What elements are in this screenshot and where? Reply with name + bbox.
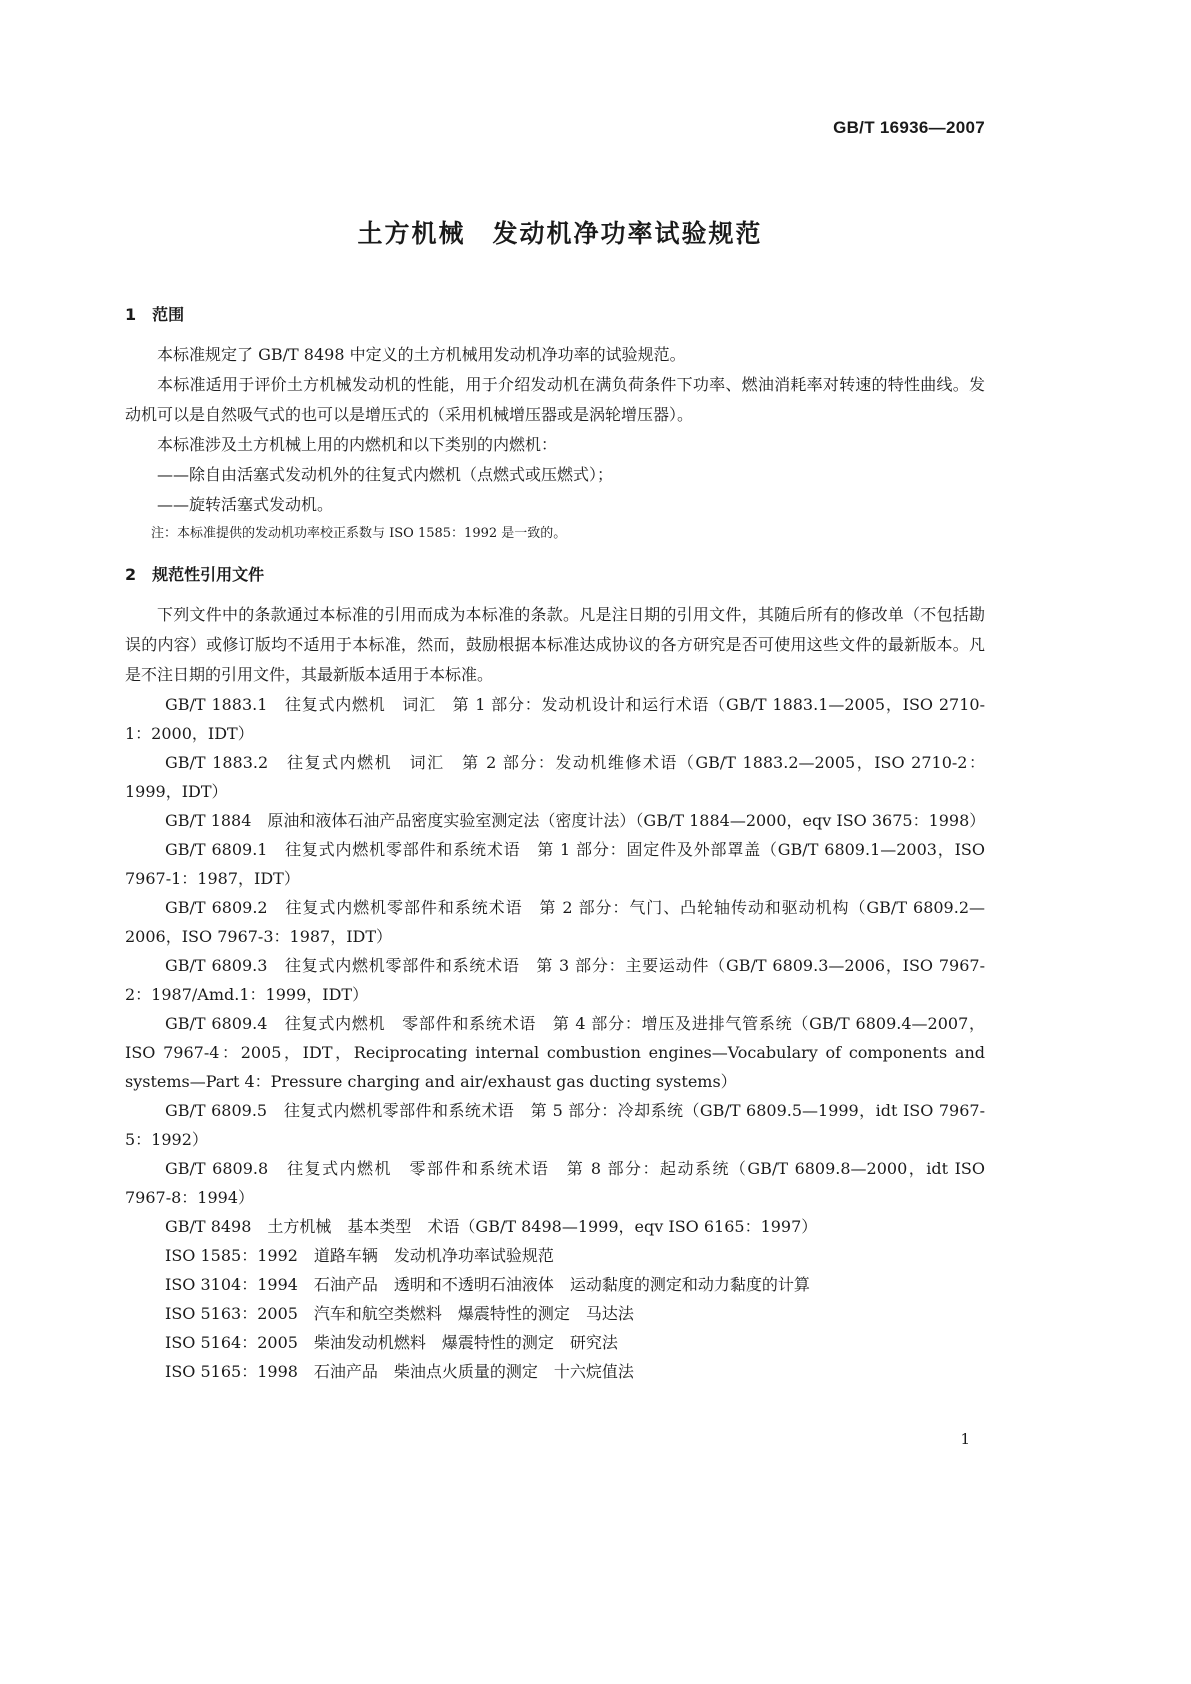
reference-item: GB/T 8498 土方机械 基本类型 术语（GB/T 8498—1999，eqv ISO 6165：1997） xyxy=(165,1217,818,1236)
reference-item: ISO 5163：2005 汽车和航空类燃料 爆震特性的测定 马达法 xyxy=(165,1304,634,1323)
page-number: 1 xyxy=(960,1430,970,1448)
section-1-list-item: ——除自由活塞式发动机外的往复式内燃机（点燃式或压燃式）； xyxy=(157,465,614,484)
section-1-note: 注：本标准提供的发动机功率校正系数与 ISO 1585：1992 是一致的。 xyxy=(151,526,567,541)
reference-item: GB/T 6809.1 往复式内燃机零部件和系统术语 第 1 部分：固定件及外部罩盖（GB/T 6809.1—2003，ISO 7967-1：1987，IDT） xyxy=(125,840,991,888)
reference-item: ISO 5165：1998 石油产品 柴油点火质量的测定 十六烷值法 xyxy=(165,1362,634,1381)
section-2-intro: 下列文件中的条款通过本标准的引用而成为本标准的条款。凡是注日期的引用文件，其随后所有的修改单（不包括勘误的内容）或修订版均不适用于本标准，然而，鼓励根据本标准达成协议的各方研究是否可使用这些文件的最新版本。凡是不注日期的引用文件，其最新版本适用于本标准。 xyxy=(125,605,985,684)
section-1-paragraph: 本标准规定了 GB/T 8498 中定义的土方机械用发动机净功率的试验规范。 xyxy=(157,345,686,364)
reference-item: GB/T 1884 原油和液体石油产品密度实验室测定法（密度计法）（GB/T 1884—2000，eqv ISO 3675：1998） xyxy=(165,811,986,830)
reference-item: GB/T 6809.2 往复式内燃机零部件和系统术语 第 2 部分：气门、凸轮轴传动和驱动机构（GB/T 6809.2—2006，ISO 7967-3：1987，IDT） xyxy=(125,898,985,946)
reference-item: GB/T 6809.4 往复式内燃机 零部件和系统术语 第 4 部分：增压及进排气管系统（GB/T 6809.4—2007，ISO 7967-4：2005，IDT，Reciprocating internal combustion engines—Vocabulary of components and systems—Part 4：Pressure charging and air/exhaust gas ducting systems） xyxy=(125,1014,991,1091)
reference-item: ISO 3104：1994 石油产品 透明和不透明石油液体 运动黏度的测定和动力黏度的计算 xyxy=(165,1275,810,1294)
section-2-heading: 2 规范性引用文件 xyxy=(125,565,265,584)
reference-item: ISO 5164：2005 柴油发动机燃料 爆震特性的测定 研究法 xyxy=(165,1333,618,1352)
reference-item: ISO 1585：1992 道路车辆 发动机净功率试验规范 xyxy=(165,1246,554,1265)
section-1-paragraph: 本标准适用于评价土方机械发动机的性能，用于介绍发动机在满负荷条件下功率、燃油消耗率对转速的特性曲线。发动机可以是自然吸气式的也可以是增压式的（采用机械增压器或是涡轮增压器）。 xyxy=(125,375,985,424)
section-1-heading: 1 范围 xyxy=(125,305,185,324)
section-1-paragraph: 本标准涉及土方机械上用的内燃机和以下类别的内燃机： xyxy=(157,435,558,454)
reference-item: GB/T 6809.3 往复式内燃机零部件和系统术语 第 3 部分：主要运动件（GB/T 6809.3—2006，ISO 7967-2：1987/Amd.1：1999，IDT） xyxy=(125,956,985,1004)
page-title: 土方机械 发动机净功率试验规范 xyxy=(357,219,763,248)
reference-item: GB/T 1883.1 往复式内燃机 词汇 第 1 部分：发动机设计和运行术语（GB/T 1883.1—2005，ISO 2710-1：2000，IDT） xyxy=(125,695,985,743)
reference-item: GB/T 6809.8 往复式内燃机 零部件和系统术语 第 8 部分：起动系统（GB/T 6809.8—2000，idt ISO 7967-8：1994） xyxy=(125,1159,991,1207)
document-body xyxy=(125,298,991,1386)
reference-item: GB/T 6809.5 往复式内燃机零部件和系统术语 第 5 部分：冷却系统（GB/T 6809.5—1999，idt ISO 7967-5：1992） xyxy=(125,1101,985,1149)
standard-number: GB/T 16936—2007 xyxy=(833,118,985,137)
reference-item: GB/T 1883.2 往复式内燃机 词汇 第 2 部分：发动机维修术语（GB/T 1883.2—2005，ISO 2710-2：1999，IDT） xyxy=(125,753,985,801)
section-1-list-item: ——旋转活塞式发动机。 xyxy=(157,495,334,514)
